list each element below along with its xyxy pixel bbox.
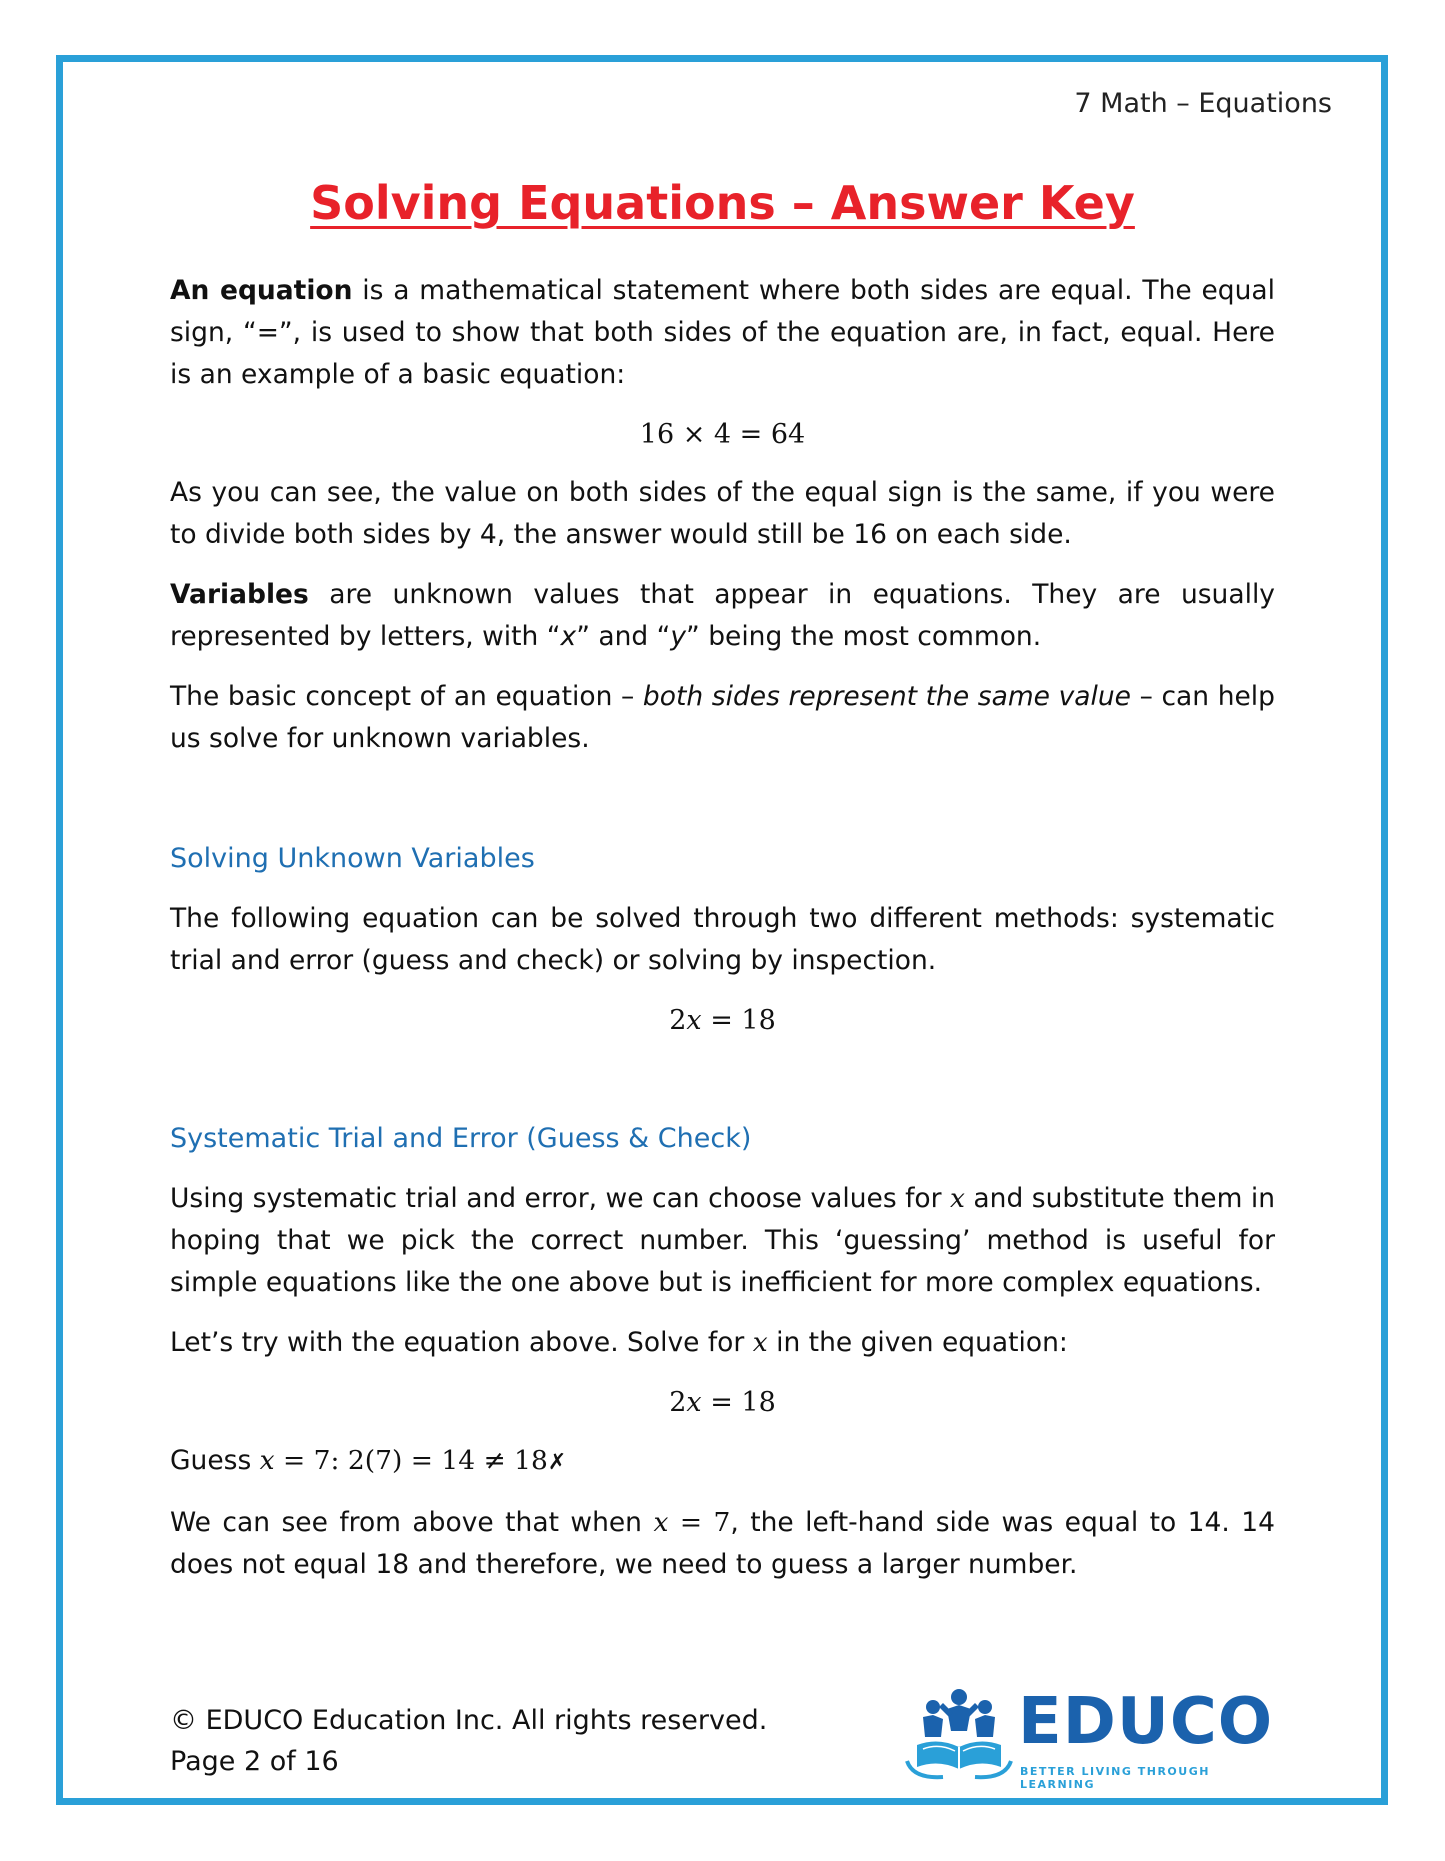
main-content [170, 270, 1275, 1604]
logo-tagline: BETTER LIVING THROUGH LEARNING [1020, 1765, 1210, 1791]
course-header: 7 Math – Equations [1074, 88, 1332, 119]
term-equation: An equation [170, 275, 353, 306]
wrong-mark-icon: ✗ [547, 1450, 567, 1475]
equation-2x-18-repeat: 2x = 18 [669, 1387, 776, 1418]
page-footer [170, 1700, 767, 1782]
guess-line: Guess x = 7: 2(7) = 14 ≠ 18✗ [170, 1445, 567, 1476]
equation-2x-18: 2x = 18 [669, 1005, 776, 1036]
copyright-text: © EDUCO Education Inc. All rights reserved. [170, 1705, 768, 1736]
intro-paragraph-2: As you can see, the value on both sides of the equal sign is the same, if you were to divide both sides by 4, the answer would still be 16 on each side. [170, 477, 1275, 550]
term-variables: Variables [170, 579, 309, 610]
section2-paragraph-1: Using systematic trial and error, we can choose values for x and substitute them in hoping that we pick the correct number. This ‘guessing’ method is useful for simple equations like the one above but is inefficient for more complex equations. [170, 1183, 1276, 1298]
educo-logo [903, 1683, 1274, 1791]
section-heading-trial-error: Systematic Trial and Error (Guess & Check) [170, 1123, 752, 1154]
educo-emblem-icon [903, 1683, 1015, 1783]
section-heading-unknown-variables: Solving Unknown Variables [170, 843, 535, 874]
intro-paragraph-3: Variables are unknown values that appear in equations. They are usually represented by letters, with “x” and “y” being the most common. [170, 579, 1275, 652]
section1-paragraph: The following equation can be solved through two different methods: systematic trial and error (guess and check) or solving by inspection. [170, 903, 1275, 976]
section2-paragraph-2: Let’s try with the equation above. Solve for x in the given equation: [170, 1327, 1068, 1358]
section2-paragraph-3: We can see from above that when x = 7, the left-hand side was equal to 14. 14 does not equal 18 and therefore, we need to guess a larger number. [170, 1507, 1275, 1580]
intro-paragraph-4: The basic concept of an equation – both sides represent the same value – can help us solve for unknown variables. [170, 681, 1275, 754]
page-number: Page 2 of 16 [170, 1746, 339, 1777]
logo-wordmark: EDUCO [1018, 1685, 1274, 1759]
page-title: Solving Equations – Answer Key [310, 176, 1135, 230]
intro-paragraph-1: An equation is a mathematical statement where both sides are equal. The equal sign, “=”, is used to show that both sides of the equation are, in fact, equal. Here is an example of a basic equation: [170, 275, 1275, 390]
equation-example: 16 × 4 = 64 [639, 419, 806, 450]
